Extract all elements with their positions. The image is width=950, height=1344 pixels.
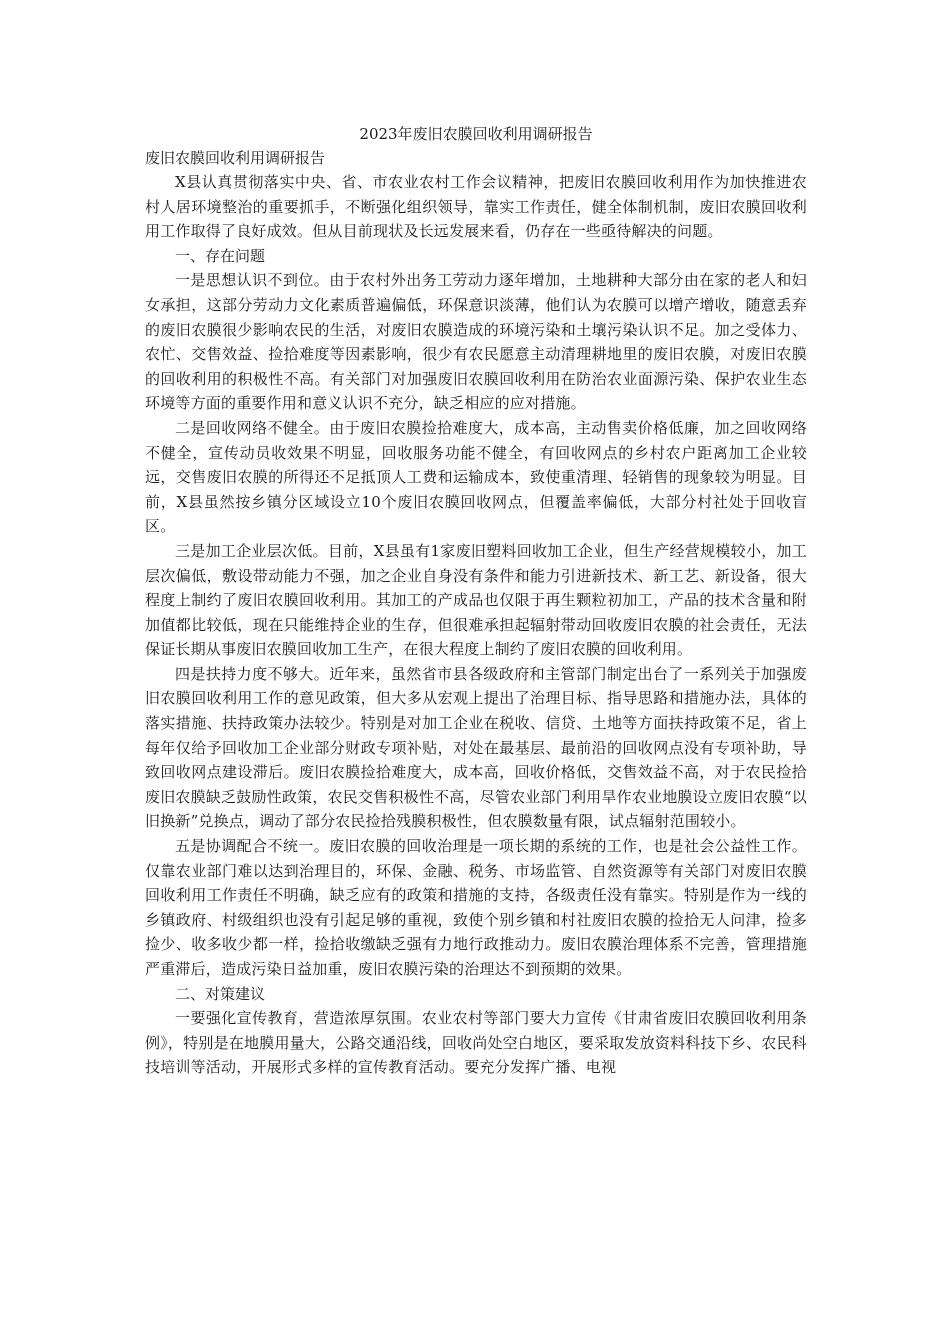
problem-paragraph-3: 三是加工企业层次低。目前，X县虽有1家废旧塑料回收加工企业，但生产经营规模较小，加工层次偏低，敷设带动能力不强，加之企业自身没有条件和能力引进新技术、新工艺、新设备，很大程度上制约了废旧农膜回收利用。其加工的产成品也仅限于再生颗粒初加工，产品的技术含量和附加值都比较低，现在只能维持企业的生存，但很难承担起辐射带动回收废旧农膜的社会责任，无法保证长期从事废旧农膜回收加工生产，在很大程度上制约了废旧农膜的回收利用。 bbox=[145, 541, 807, 659]
document-page bbox=[145, 122, 807, 1080]
document-title: 2023年废旧农膜回收利用调研报告 bbox=[359, 125, 593, 143]
suggestion-paragraph-1: 一要强化宣传教育，营造浓厚氛围。农业农村等部门要大力宣传《甘肃省废旧农膜回收利用条例》，特别是在地膜用量大，公路交通沿线，回收尚处空白地区，要采取发放资料科技下乡、农民科技培训等活动，开展形式多样的宣传教育活动。要充分发挥广播、电视 bbox=[145, 1009, 807, 1077]
problem-paragraph-1: 一是思想认识不到位。由于农村外出务工劳动力逐年增加，土地耕种大部分由在家的老人和妇女承担，这部分劳动力文化素质普遍偏低，环保意识淡薄，他们认为农膜可以增产增收，随意丢弃的废旧农膜很少影响农民的生活，对废旧农膜造成的环境污染和土壤污染认识不足。加之受体力、农忙、交售效益、捡拾难度等因素影响，很少有农民愿意主动清理耕地里的废旧农膜，对废旧农膜的回收利用的积极性不高。有关部门对加强废旧农膜回收利用在防治农业面源污染、保护农业生态环境等方面的重要作用和意义认识不充分，缺乏相应的应对措施。 bbox=[145, 271, 807, 413]
section-heading-suggestions: 二、对策建议 bbox=[175, 984, 266, 1003]
problem-paragraph-4: 四是扶持力度不够大。近年来，虽然省市县各级政府和主管部门制定出台了一系列关于加强废旧农膜回收利用工作的意见政策，但大多从宏观上提出了治理目标、指导思路和措施办法，具体的落实措施、扶持政策办法较少。特别是对加工企业在税收、信贷、土地等方面扶持政策不足，省上每年仅给予回收加工企业部分财政专项补贴，对处在最基层、最前沿的回收网点没有专项补助，导致回收网点建设滞后。废旧农膜捡拾难度大，成本高，回收价格低，交售效益不高，对于农民捡拾废旧农膜缺乏鼓励性政策，农民交售积极性不高，尽管农业部门利用旱作农业地膜设立废旧农膜“以旧换新”兑换点，调动了部分农民捡拾残膜积极性，但农膜数量有限，试点辐射范围较小。 bbox=[145, 664, 807, 831]
problem-paragraph-2: 二是回收网络不健全。由于废旧农膜捡拾难度大，成本高，主动售卖价格低廉，加之回收网络不健全，宣传动员收效果不明显，回收服务功能不健全，有回收网点的乡村农户距离加工企业较远，交售废旧农膜的所得还不足抵顶人工费和运输成本，致使重清理、轻销售的现象较为明显。目前，X县虽然按乡镇分区域设立10个废旧农膜回收网点，但覆盖率偏低，大部分村社处于回收盲区。 bbox=[145, 418, 807, 536]
document-subtitle: 废旧农膜回收利用调研报告 bbox=[145, 149, 326, 167]
problem-paragraph-5: 五是协调配合不统一。废旧农膜的回收治理是一项长期的系统的工作，也是社会公益性工作。仅靠农业部门难以达到治理目的，环保、金融、税务、市场监管、自然资源等有关部门对废旧农膜回收利用工作责任不明确，缺乏应有的政策和措施的支持，各级责任没有靠实。特别是作为一线的乡镇政府、村级组织也没有引起足够的重视，致使个别乡镇和村社废旧农膜的捡拾无人问津，捡多捡少、收多收少都一样，捡拾收缴缺乏强有力地行政推动力。废旧农膜治理体系不完善，管理措施严重滞后，造成污染日益加重，废旧农膜污染的治理达不到预期的效果。 bbox=[145, 837, 807, 978]
intro-paragraph: X县认真贯彻落实中央、省、市农业农村工作会议精神，把废旧农膜回收利用作为加快推进农村人居环境整治的重要抓手，不断强化组织领导，靠实工作责任，健全体制机制，废旧农膜回收利用工作取得了良好成效。但从目前现状及长远发展来看，仍存在一些亟待解决的问题。 bbox=[145, 173, 807, 241]
section-heading-problems: 一、存在问题 bbox=[175, 246, 266, 265]
